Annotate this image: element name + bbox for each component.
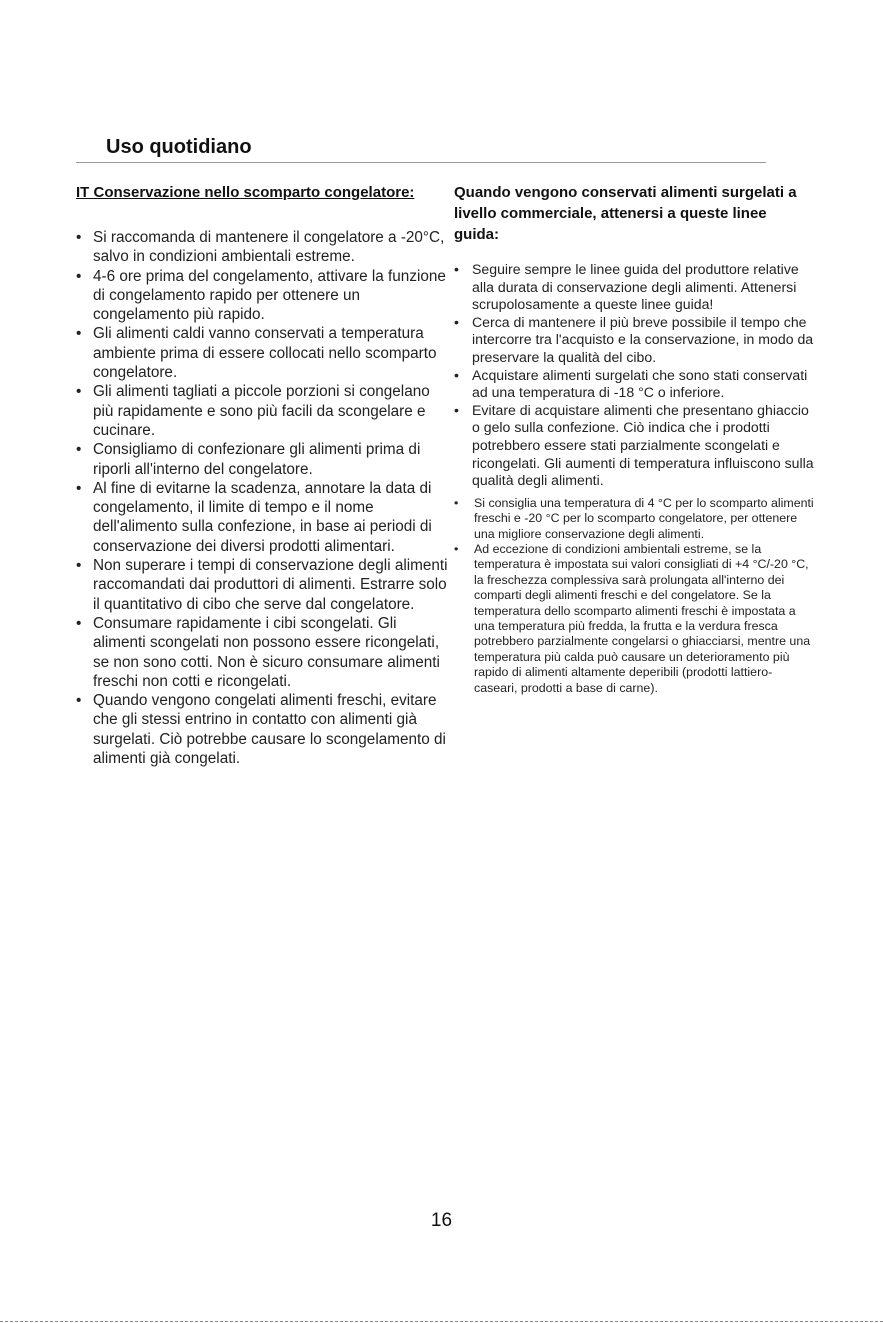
list-item [76,691,448,768]
bullet-icon: • [76,267,82,285]
list-item [76,382,448,440]
bullet-icon: • [76,229,82,246]
list-item-text: Consumare rapidamente i cibi scongelati. Gli alimenti scongelati non possono essere ricongelati, se non sono cotti. Non è sicuro consumare alimenti freschi non cotti e ricongelati. [93,614,440,690]
bullet-icon: • [76,479,82,497]
list-item [76,267,448,325]
bullet-icon: • [76,692,82,710]
list-item [454,261,814,314]
list-item [76,556,448,614]
bullet-icon: • [76,383,82,401]
list-item [76,614,448,691]
bullet-icon: • [454,313,459,330]
list-item [76,324,448,382]
list-item-text: Si raccomanda di mantenere il congelatore a -20°C, salvo in condizioni ambientali estreme. [93,229,445,266]
bullet-icon: • [454,366,459,383]
list-item [454,496,814,542]
list-item-text: Gli alimenti caldi vanno conservati a temperatura ambiente prima di essere collocati nello scomparto congelatore. [93,325,437,382]
list-item [76,228,448,267]
bullet-icon: • [454,401,459,418]
list-item-text: Gli alimenti tagliati a piccole porzioni si congelano più rapidamente e sono più facili da scongelare e cucinare. [93,383,430,439]
left-bullet-list [76,228,448,768]
bullet-icon: • [76,614,82,632]
list-item-text: Al fine di evitarne la scadenza, annotare la data di congelamento, il limite di tempo e il nome dell'alimento sulla confezione, in base ai periodi di conservazione dei diversi prodotti alimentari. [93,479,432,555]
left-section-title: IT Conservazione nello scomparto congelatore: [76,184,415,201]
list-item-text: Ad eccezione di condizioni ambientali estreme, se la temperatura è impostata sui valori consigliati di +4 °C/-20 °C, la freschezza complessiva sarà prolungata all'interno dei comparti degli alimenti freschi e del congelatore. Se la temperatura dello scomparto alimenti freschi è impostata a una temperatura più fredda, la frutta e la verdura fresca potrebbero parzialmente congelarsi o ghiacciarsi, mentre una temperatura più calda può causare un deterioramento più rapido di alimenti altamente deperibili (prodotti lattiero-caseari, prodotti a base di carne). [474,541,811,695]
bullet-icon: • [454,495,459,510]
list-item-text: Consigliamo di confezionare gli alimenti prima di riporli all'interno del congelatore. [93,441,421,478]
right-bullet-list [454,261,814,490]
bottom-divider [0,1321,883,1322]
list-item-text: Cerca di mantenere il più breve possibile il tempo che intercorre tra l'acquisto e la conservazione, in modo da preservare la qualità del cibo. [472,313,814,365]
list-item [454,367,814,402]
list-item-text: Non superare i tempi di conservazione degli alimenti raccomandati dai produttori di alimenti. Estrarre solo il quantitativo di cibo che serve dal congelatore. [93,557,448,613]
right-column [454,182,814,696]
list-item-text: Evitare di acquistare alimenti che presentano ghiaccio o gelo sulla confezione. Ciò indica che i prodotti potrebbero essere stati parzialmente scongelati e ricongelati. Gli aumenti di temperatura influiscono sulla qualità degli alimenti. [472,401,814,489]
left-column [76,182,448,768]
page-header: Uso quotidiano [106,136,252,158]
bullet-icon: • [76,441,82,459]
list-item [454,542,814,696]
bullet-icon: • [76,325,82,343]
bullet-icon: • [76,557,82,575]
list-item-text: Quando vengono congelati alimenti freschi, evitare che gli stessi entrino in contatto con alimenti già surgelati. Ciò potrebbe causare lo scongelamento di alimenti già congelati. [93,692,446,768]
bullet-icon: • [454,541,459,556]
list-item [454,314,814,367]
list-item [76,479,448,556]
list-item [76,440,448,479]
list-item-text: Si consiglia una temperatura di 4 °C per lo scomparto alimenti freschi e -20 °C per lo scomparto congelatore, per ottenere una migliore conservazione degli alimenti. [474,495,814,541]
right-small-bullet-list [454,496,814,696]
list-item-text: Seguire sempre le linee guida del produttore relative alla durata di conservazione degli alimenti. Attenersi scrupolosamente a queste linee guida! [472,261,799,313]
bullet-icon: • [454,261,459,277]
list-item-text: 4-6 ore prima del congelamento, attivare la funzione di congelamento rapido per ottenere un congelamento più rapido. [93,267,446,324]
list-item [454,402,814,490]
right-section-title: Quando vengono conservati alimenti surgelati a livello commerciale, attenersi a queste linee guida: [454,184,797,243]
list-item-text: Acquistare alimenti surgelati che sono stati conservati ad una temperatura di -18 °C o inferiore. [472,366,808,401]
header-divider [76,162,766,163]
page-number: 16 [430,1210,453,1231]
